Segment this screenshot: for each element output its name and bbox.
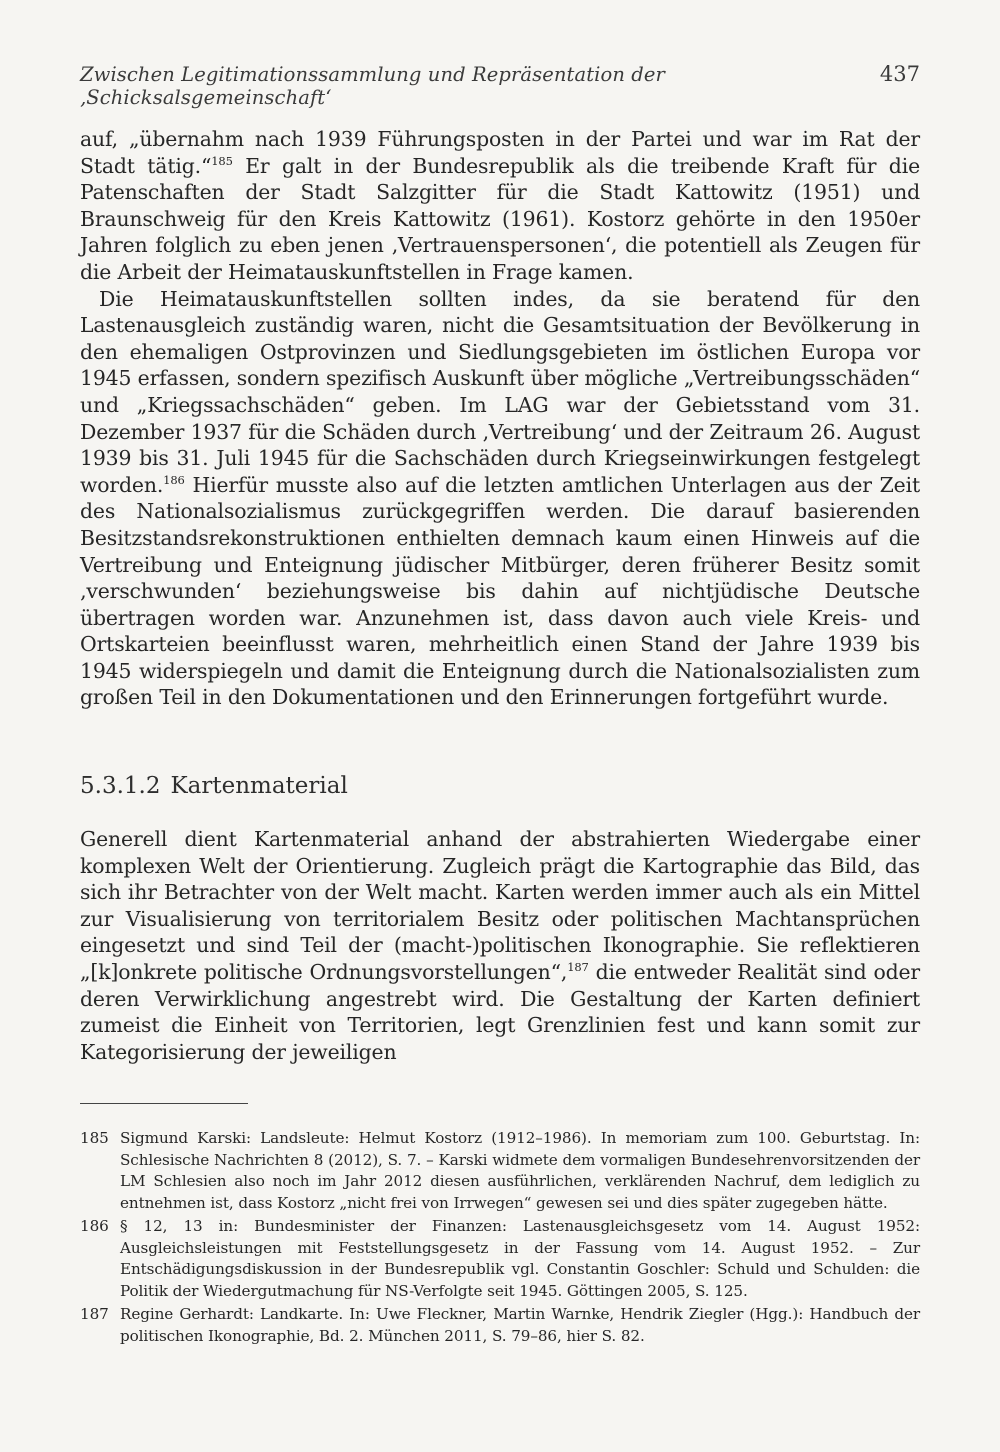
section-heading <box>80 773 348 799</box>
footnote-divider <box>80 1103 248 1104</box>
paragraph-2-text-b: Hierfür musste also auf die letzten amtlichen Unterlagen aus der Zeit des Nationalsozialismus zurückgegriffen werden. Die darauf basierenden Besitzstandsrekonstruktionen enthielten demnach kaum einen Hinweis auf die Vertreibung und Enteignung jüdischer Mitbürger, deren früherer Besitz somit ‚verschwunden‘ beziehungsweise bis dahin auf nichtjüdische Deutsche übertragen worden war. Anzunehmen ist, dass davon auch viele Kreis- und Ortskarteien beeinflusst waren, mehrheitlich einen Stand der Jahre 1939 bis 1945 widerspiegeln und damit die Enteignung durch die Nationalsozialisten zum großen Teil in den Dokumentationen und den Erinnerungen fortgeführt wurde. <box>80 472 920 710</box>
paragraph-3 <box>80 826 920 1065</box>
paragraph-2 <box>80 286 920 712</box>
paragraph-2-text-a: Die Heimatauskunftstellen sollten indes, da sie beratend für den Lastenausgleich zuständig waren, nicht die Gesamtsituation der Bevölkerung in den ehemaligen Ostprovinzen und Siedlungsgebieten im östlichen Europa vor 1945 erfassen, sondern spezifisch Auskunft über mögliche „Vertreibungsschäden“ und „Kriegssachschäden“ geben. Im LAG war der Gebietsstand vom 31. Dezember 1937 für die Schäden durch ‚Vertreibung‘ und der Zeitraum 26. August 1939 bis 31. Juli 1945 für die Sachschäden durch Kriegseinwirkungen festgelegt worden. <box>80 286 920 497</box>
footnote-number: 187 <box>80 1305 109 1323</box>
body-text-upper <box>80 126 920 711</box>
paragraph-1-text-b: Er galt in der Bundesrepublik als die treibende Kraft für die Patenschaften der Stadt Salzgitter für die Stadt Kattowitz (1951) und Braunschweig für den Kreis Kattowitz (1961). Kostorz gehörte in den 1950er Jahren folglich zu eben jenen ‚Vertrauenspersonen‘, die potentiell als Zeugen für die Arbeit der Heimatauskunftstellen in Frage kamen. <box>80 153 921 284</box>
paragraph-3-text-a: Generell dient Kartenmaterial anhand der abstrahierten Wiedergabe einer komplexen Welt der Orientierung. Zugleich prägt die Kartographie das Bild, das sich ihr Betrachter von der Welt macht. Karten werden immer auch als ein Mittel zur Visualisierung von territorialem Besitz oder politischen Machtansprüchen eingesetzt und sind Teil der (macht-)politischen Ikonographie. Sie reflektieren „[k]onkrete politische Ordnungsvorstellungen“, <box>80 827 920 984</box>
paragraph-3-text-b: die entweder Realität sind oder deren Verwirklichung angestrebt wird. Die Gestaltung der Karten definiert zumeist die Einheit von Territorien, legt Grenzlinien fest und kann somit zur Kategorisierung der jeweiligen <box>80 959 920 1064</box>
footnote-185 <box>80 1128 920 1214</box>
paragraph-1 <box>80 126 920 286</box>
footnote-ref-187[interactable]: 187 <box>567 959 589 974</box>
running-title: Zwischen Legitimationssammlung und Repräsentation der ‚Schicksalsgemeinschaft‘ <box>80 63 665 109</box>
footnote-187 <box>80 1304 920 1347</box>
footnote-number: 185 <box>80 1129 109 1147</box>
footnote-ref-186[interactable]: 186 <box>163 472 185 487</box>
footnote-number: 186 <box>80 1217 109 1235</box>
footnote-text: Sigmund Karski: Landsleute: Helmut Kostorz (1912–1986). In memoriam zum 100. Geburtstag. In: Schlesische Nachrichten 8 (2012), S. 7. – Karski widmete dem vormaligen Bundesehrenvorsitzenden der LM Schlesien also noch im Jahr 2012 diesen ausführlichen, verklärenden Nachruf, dem lediglich zu entnehmen ist, dass Kostorz „nicht frei von Irrwegen“ gewesen sei und dies später zugegeben hätte. <box>120 1129 920 1212</box>
section-title: Kartenmaterial <box>170 773 348 799</box>
footnote-text: Regine Gerhardt: Landkarte. In: Uwe Fleckner, Martin Warnke, Hendrik Ziegler (Hgg.): Handbuch der politischen Ikonographie, Bd. 2. München 2011, S. 79–86, hier S. 82. <box>120 1305 920 1345</box>
page-header <box>80 62 920 109</box>
body-text-lower <box>80 826 920 1065</box>
page-number: 437 <box>879 62 920 86</box>
footnote-186 <box>80 1216 920 1302</box>
footnotes <box>80 1128 920 1349</box>
section-number: 5.3.1.2 <box>80 773 161 799</box>
footnote-text: § 12, 13 in: Bundesminister der Finanzen: Lastenausgleichsgesetz vom 14. August 1952: Ausgleichsleistungen mit Feststellungsgesetz in der Fassung vom 14. August 1952. – Zur Entschädigungsdiskussion in der Bundesrepublik vgl. Constantin Goschler: Schuld und Schulden: die Politik der Wiedergutmachung für NS-Verfolgte seit 1945. Göttingen 2005, S. 125. <box>120 1217 920 1300</box>
footnote-ref-185[interactable]: 185 <box>211 153 233 168</box>
paragraph-1-text-a: auf, „übernahm nach 1939 Führungsposten in der Partei und war im Rat der Stadt tätig.“ <box>80 127 920 178</box>
